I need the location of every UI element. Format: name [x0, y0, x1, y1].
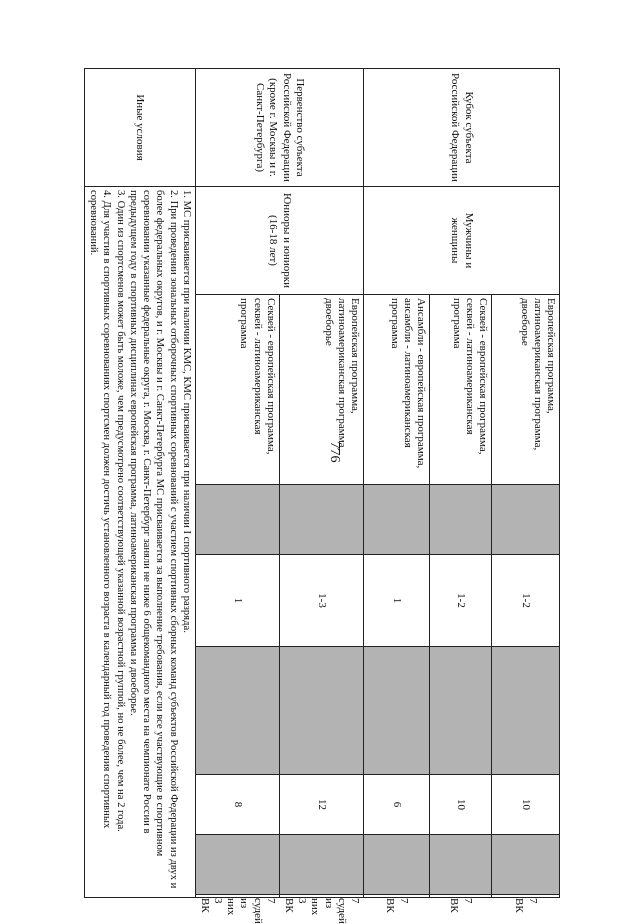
- condition-item: 1. МС присваивается при наличии КМС, КМС присваивается при наличии I спортивного разряда.: [180, 190, 192, 633]
- program-cell: Секвей - европейская программа, секвей - латиноамериканская программа: [430, 295, 492, 485]
- table-row: [279, 69, 363, 898]
- other-conditions-text: [84, 187, 195, 898]
- shaded-cell: [279, 485, 363, 555]
- program-cell: Европейская программа, латиноамериканская программа, двоеборье: [279, 295, 363, 485]
- participants-cell: 10: [492, 775, 560, 835]
- condition-item: 4. Для участия в спортивных соревнованиях спортсмен должен достичь установленного возраста в календарный год проведения спортивных соревнований.: [88, 190, 113, 829]
- page-number: 776: [327, 441, 342, 463]
- shaded-cell: [195, 485, 279, 555]
- shaded-cell: [492, 835, 560, 895]
- shaded-cell: [430, 485, 492, 555]
- judges-cell: 7 судей из них 3 ВК: [195, 895, 279, 898]
- rotated-table-container: [88, 68, 560, 924]
- competition-title-cell: Первенство субъекта Российской Федерации (кроме г. Москвы и г. Санкт-Петербурга): [195, 69, 363, 187]
- shaded-cell: [492, 647, 560, 775]
- places-cell: 1-2: [430, 555, 492, 647]
- program-cell: Секвей - европейская программа, секвей - латиноамериканская программа: [195, 295, 279, 485]
- program-cell: Ансамбли - европейская программа, ансамбли - латиноамериканская программа: [364, 295, 430, 485]
- competition-title-cell: Кубок субъекта Российской Федерации: [364, 69, 560, 187]
- shaded-cell: [364, 485, 430, 555]
- places-cell: 1: [364, 555, 430, 647]
- shaded-cell: [279, 647, 363, 775]
- age-group-cell: Мужчины и женщины: [364, 187, 560, 295]
- places-cell: 1: [195, 555, 279, 647]
- participants-cell: 10: [430, 775, 492, 835]
- age-group-cell: Юниоры и юниорки (16-18 лет): [195, 187, 363, 295]
- shaded-cell: [430, 835, 492, 895]
- program-cell: Европейская программа, латиноамериканская программа, двоеборье: [492, 295, 560, 485]
- participants-cell: 6: [364, 775, 430, 835]
- shaded-cell: [364, 835, 430, 895]
- table-row: [492, 69, 560, 898]
- judges-cell: 7 ВК: [364, 895, 430, 898]
- condition-item: 3. Один из спортсменов может быть моложе, чем предусмотрено соответствующей указанной возрастной группой, но не более, чем на 2 года.: [114, 190, 126, 832]
- participants-cell: 12: [279, 775, 363, 835]
- shaded-cell: [195, 647, 279, 775]
- judges-cell: 7 ВК: [430, 895, 492, 898]
- shaded-cell: [430, 647, 492, 775]
- places-cell: 1-2: [492, 555, 560, 647]
- condition-item: 2. При проведении зональных отборочных спортивных соревнований с участием спортивных сборных команд субъектов Российской Федерации из двух и более федеральных округов, и г. Москвы и г. Санкт-Петербурга МС присваивается за выполнение требования, если все участвующие в спортивном соревновании указанные федеральные округа, г. Москва, г. Санкт-Петербург заняли не ниже 6 общекомандного места на чемпионате России в предыдущем году в спортивных дисциплинах европейская программа, латиноамериканская программа и двоеборье.: [127, 190, 179, 889]
- shaded-cell: [492, 485, 560, 555]
- norms-table: [84, 68, 560, 924]
- other-conditions-label: Иные условия: [84, 69, 195, 187]
- judges-cell: 7 ВК: [492, 895, 560, 898]
- judges-cell: 7 судей из них 3 ВК: [279, 895, 363, 898]
- shaded-cell: [195, 835, 279, 895]
- other-conditions-row: [84, 69, 195, 898]
- shaded-cell: [364, 647, 430, 775]
- places-cell: 1-3: [279, 555, 363, 647]
- shaded-cell: [279, 835, 363, 895]
- participants-cell: 8: [195, 775, 279, 835]
